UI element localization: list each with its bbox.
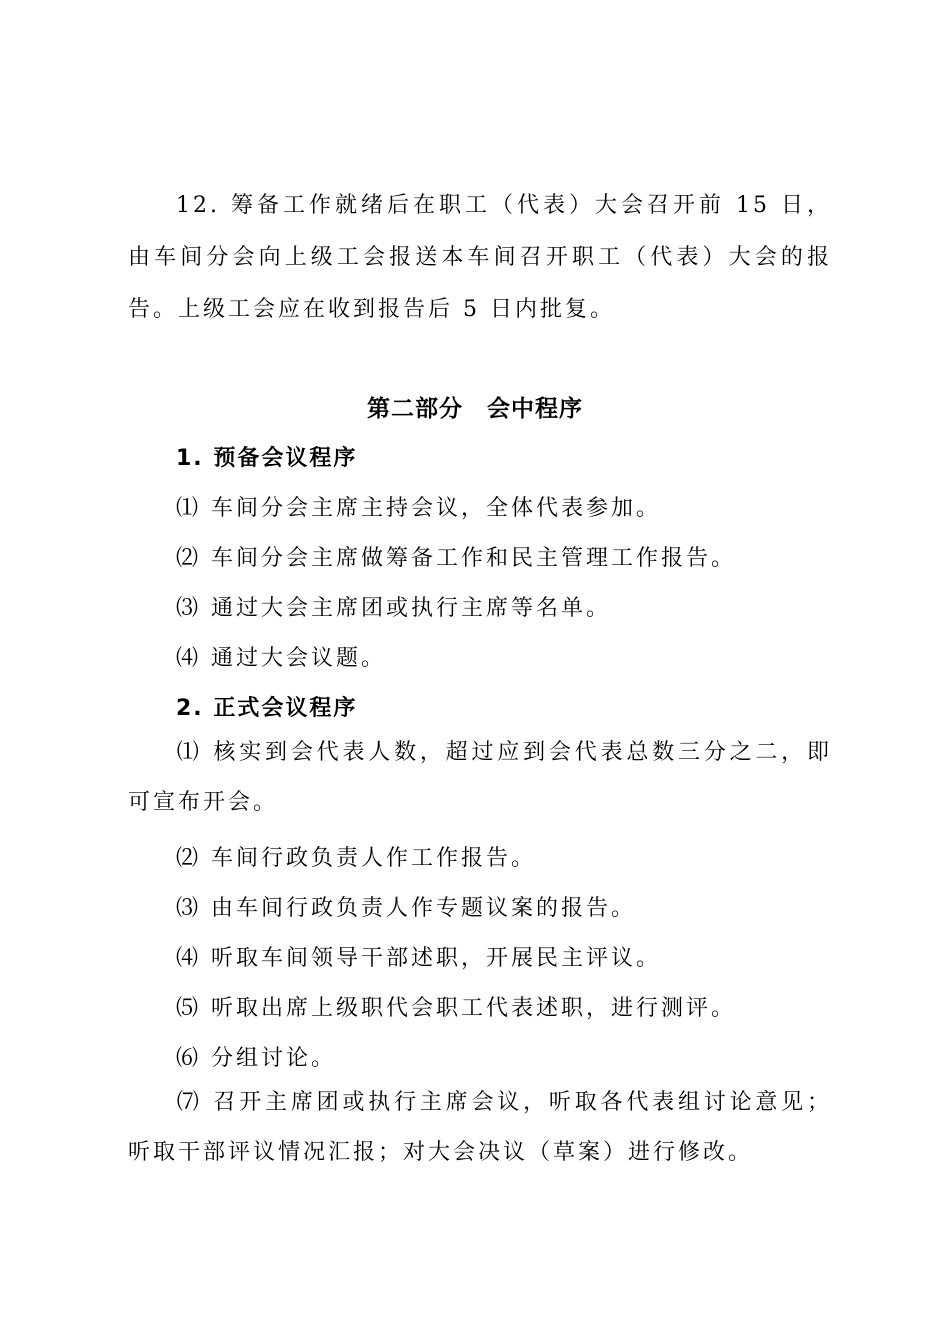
formal-item-7-text: ⑺ 召开主席团或执行主席会议，听取各代表组讨论意见；听取干部评议情况汇报；对大会决议（草案）进行修改。 [128,1090,832,1165]
formal-item-7 [128,1078,832,1178]
prep-item-3: ⑶ 通过大会主席团或执行主席等名单。 [176,596,611,621]
section-title: 第二部分 会中程序 [367,396,583,422]
prep-heading: 1. 预备会议程序 [176,446,358,471]
prep-item-2: ⑵ 车间分会主席做筹备工作和民主管理工作报告。 [176,546,736,571]
prep-item-1: ⑴ 车间分会主席主持会议，全体代表参加。 [176,496,661,521]
prep-item-4: ⑷ 通过大会议题。 [176,646,386,671]
formal-item-5: ⑸ 听取出席上级职代会职工代表述职，进行测评。 [176,996,736,1021]
formal-heading: 2. 正式会议程序 [176,696,358,721]
formal-item-1-text: ⑴ 核实到会代表人数，超过应到会代表总数三分之二，即可宣布开会。 [128,740,832,815]
formal-item-4: ⑷ 听取车间领导干部述职，开展民主评议。 [176,946,661,971]
intro-paragraph-text: 12. 筹备工作就绪后在职工（代表）大会召开前 15 日，由车间分会向上级工会报送本车间召开职工（代表）大会的报告。上级工会应在收到报告后 5 日内批复。 [128,193,832,322]
formal-item-2: ⑵ 车间行政负责人作工作报告。 [176,846,536,871]
formal-item-1 [128,728,832,828]
intro-paragraph [128,180,832,336]
formal-item-6: ⑹ 分组讨论。 [176,1046,336,1071]
formal-item-3: ⑶ 由车间行政负责人作专题议案的报告。 [176,896,636,921]
